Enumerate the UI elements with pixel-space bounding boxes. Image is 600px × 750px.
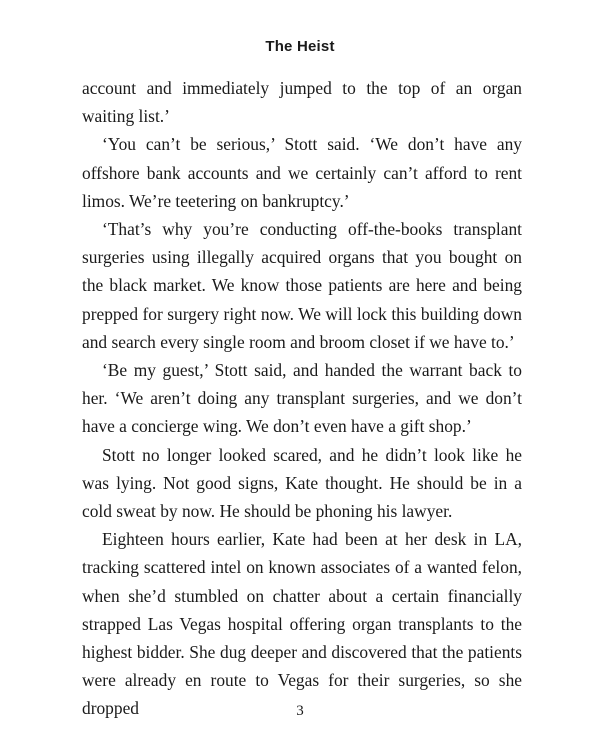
paragraph: ‘That’s why you’re conducting off-the-books transplant surgeries using illegally acquired organs that you bought on the black market. We know those patients are here and being prepped for surgery right now. We will lock this building down and search every single room and broom closet if we have to.’ xyxy=(82,219,522,352)
paragraph: ‘You can’t be serious,’ Stott said. ‘We don’t have any offshore bank accounts and we certainly can’t afford to rent limos. We’re teetering on bankruptcy.’ xyxy=(82,134,522,211)
paragraph: ‘Be my guest,’ Stott said, and handed the warrant back to her. ‘We aren’t doing any transplant surgeries, and we don’t have a concierge wing. We don’t even have a gift shop.’ xyxy=(82,360,522,437)
page-number: 3 xyxy=(296,703,304,719)
paragraph-continued: account and immediately jumped to the top of an organ waiting list.’ xyxy=(82,78,522,127)
body-text xyxy=(82,74,522,723)
running-head: The Heist xyxy=(265,38,335,55)
paragraph: Stott no longer looked scared, and he didn’t look like he was lying. Not good signs, Kate thought. He should be in a cold sweat by now. He should be phoning his lawyer. xyxy=(82,444,522,522)
paragraph: Eighteen hours earlier, Kate had been at her desk in LA, tracking scattered intel on known associates of a wanted felon, when she’d stumbled on chatter about a certain financially strapped Las Vegas hospital offering organ transplants to the highest bidder. She dug deeper and discovered that the patients were already en route to Vegas for their surgeries, so she dropped xyxy=(82,529,522,719)
